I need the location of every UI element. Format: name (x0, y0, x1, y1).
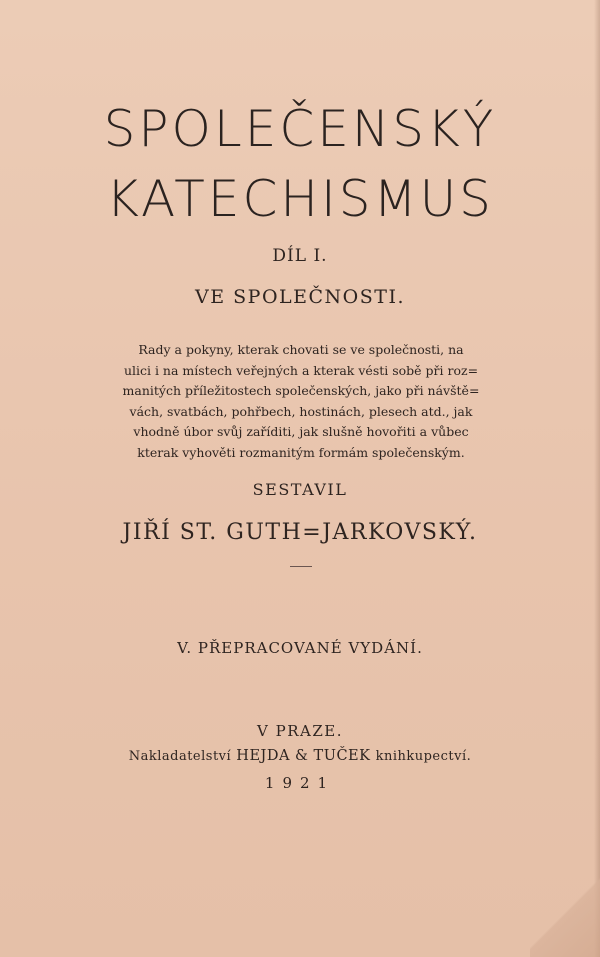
part-number: DÍL I. (272, 246, 328, 266)
publisher-prefix: Nakladatelství (128, 749, 232, 764)
title-line-1: SPOLEČENSKÝ (103, 100, 497, 158)
divider-rule (290, 566, 312, 567)
compiled-by-label: SESTAVIL (252, 480, 348, 499)
description-line: Rady a pokyny, kterak chovati se ve společnosti, na (138, 342, 464, 357)
description-line: manitých příležitostech společenských, jako při návště= (122, 383, 480, 398)
title-line-2: KATECHISMUS (106, 170, 494, 228)
description (100, 340, 502, 463)
description-line: kterak vyhověti rozmanitým formám společenským. (137, 444, 465, 460)
imprint-city: V PRAZE. (257, 722, 343, 740)
publisher-suffix: knihkupectví. (375, 749, 472, 764)
edition-statement: V. PŘEPRACOVANÉ VYDÁNÍ. (177, 639, 423, 657)
imprint-publisher (0, 748, 600, 764)
author-name: JIŘÍ ST. GUTH=JARKOVSKÝ. (122, 520, 478, 545)
paper-edge-shadow (594, 0, 600, 957)
imprint-year: 1921 (264, 774, 336, 792)
description-line: vách, svatbách, pohřbech, hostinách, plesech atd., jak (129, 403, 473, 419)
publisher-name: HEJDA & TUČEK (236, 748, 371, 764)
paper-corner-fold (530, 867, 600, 957)
description-line: ulici i na místech veřejných a kterak vésti sobě při roz= (123, 362, 479, 378)
description-line: vhodně úbor svůj zaříditi, jak slušně hovořiti a vůbec (133, 424, 469, 439)
subtitle: VE SPOLEČNOSTI. (195, 286, 405, 308)
